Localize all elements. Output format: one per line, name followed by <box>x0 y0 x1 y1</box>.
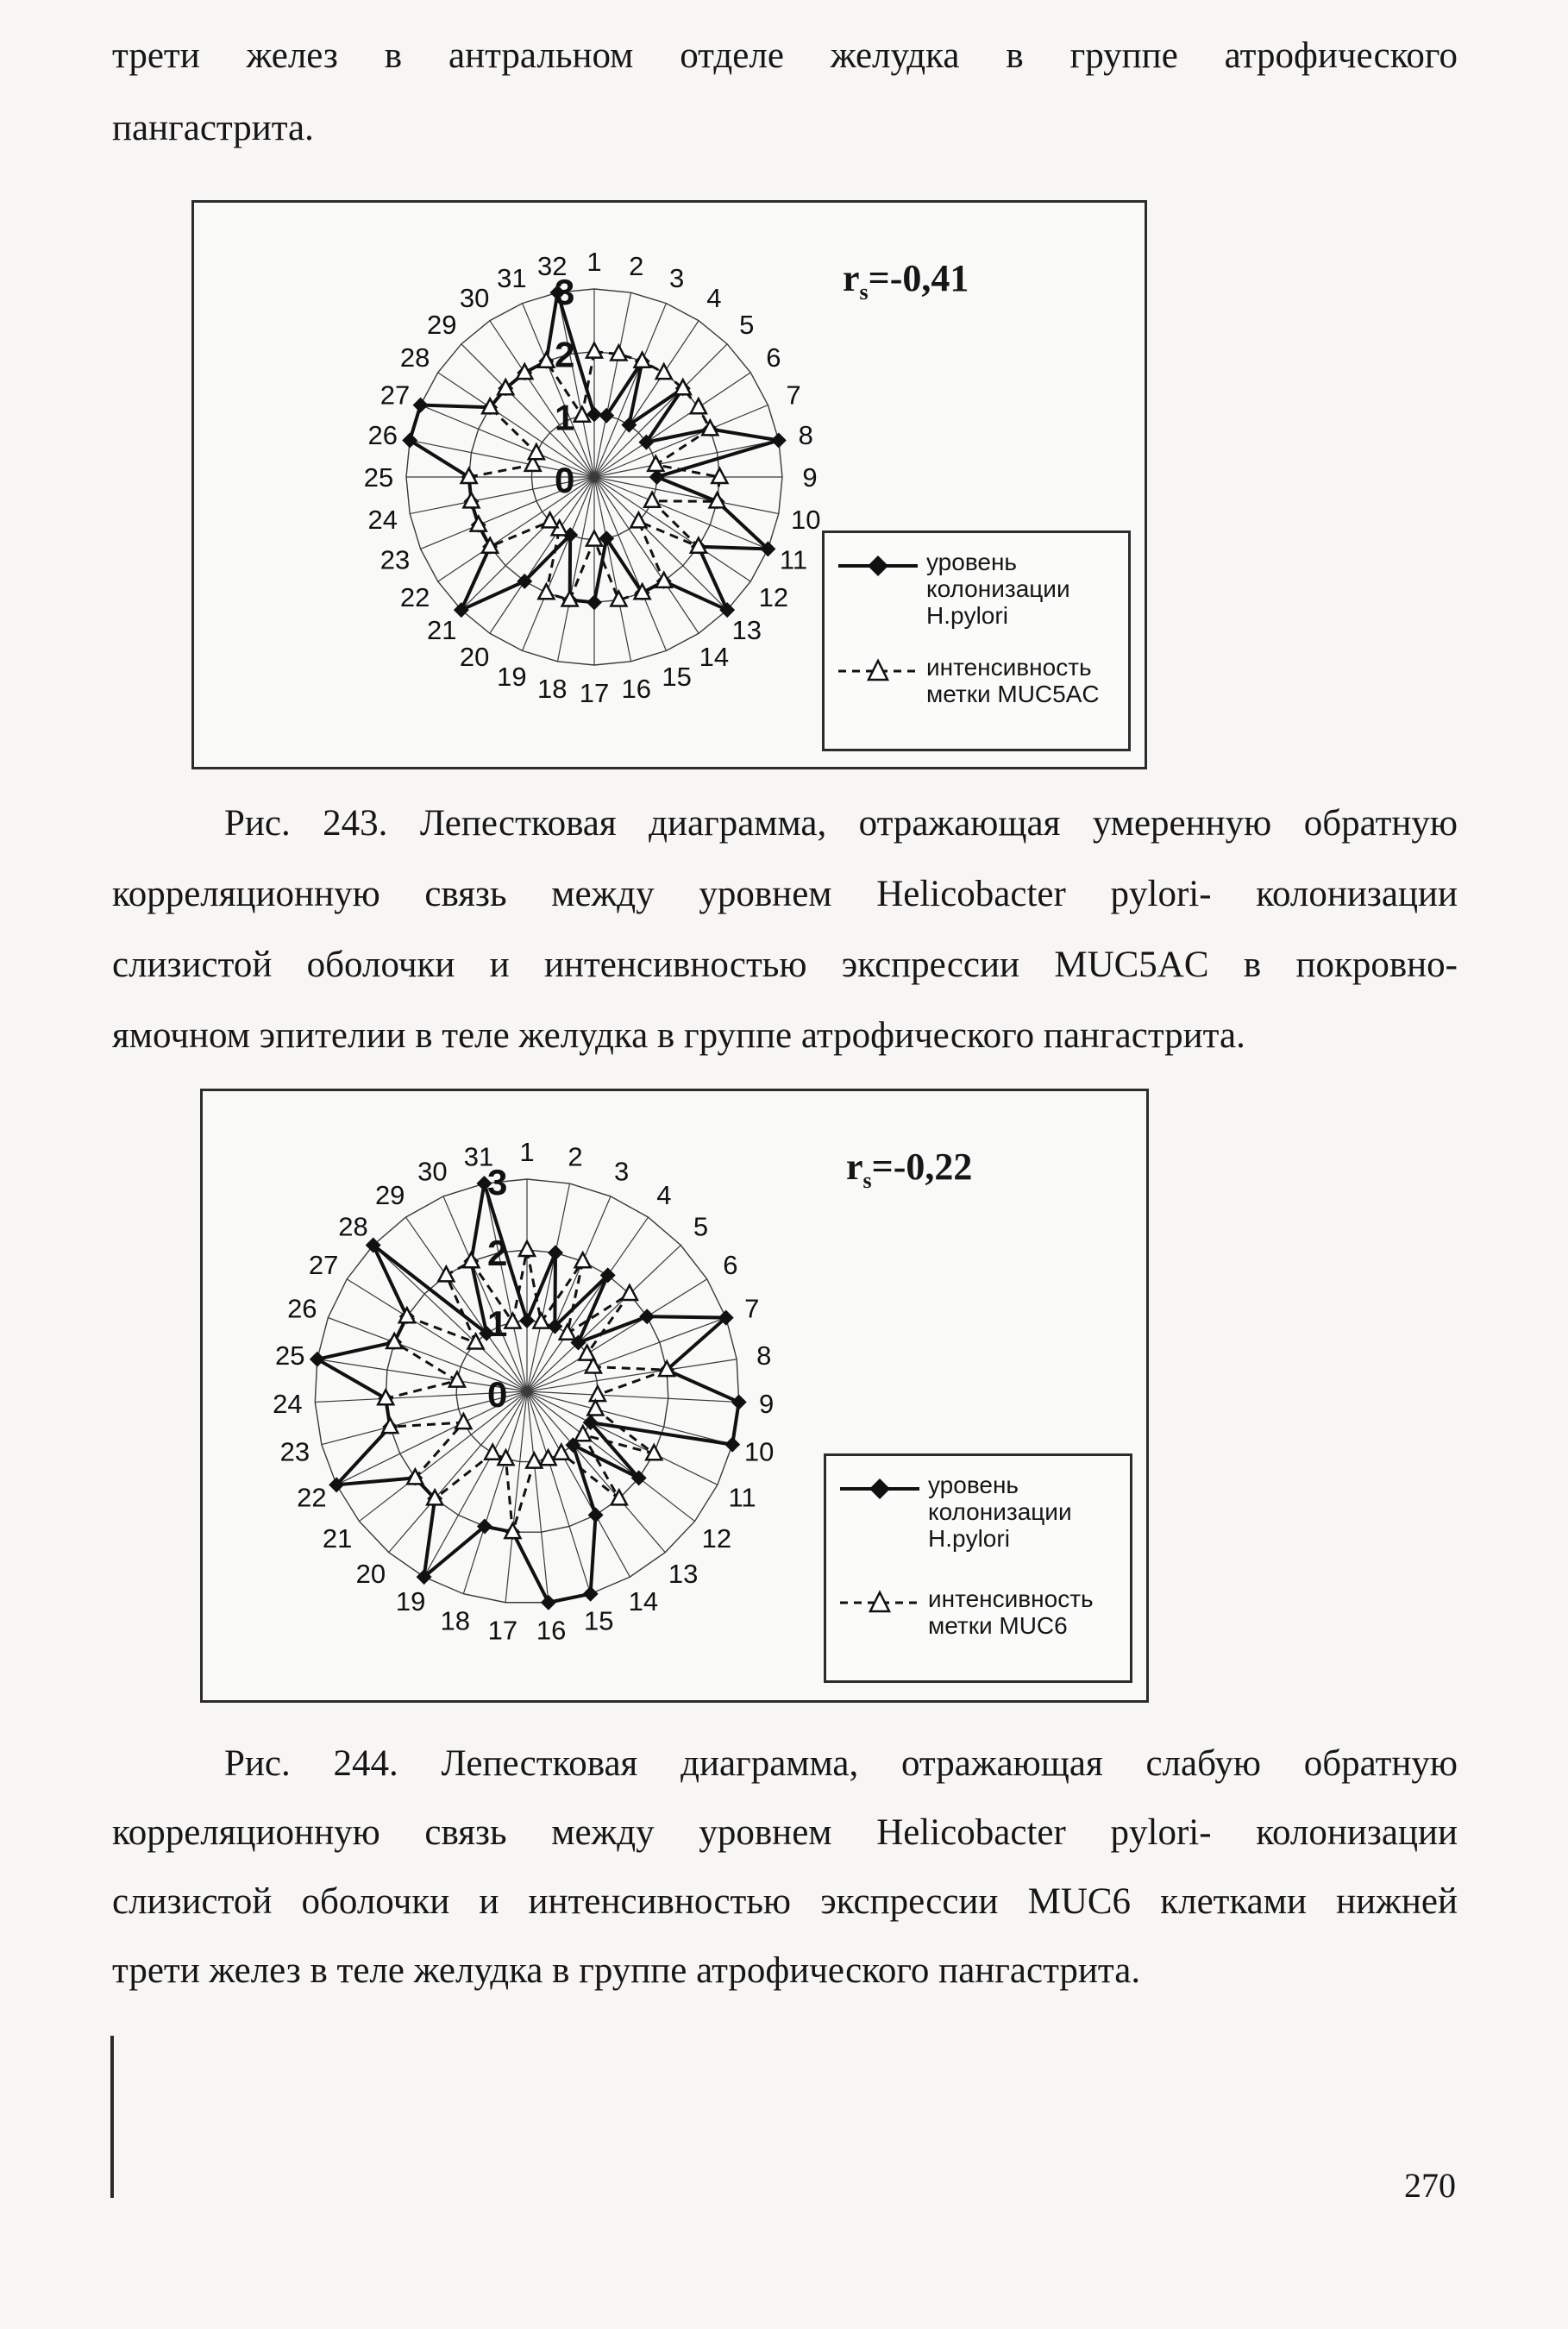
category-label: 23 <box>279 1436 310 1467</box>
legend-label-muc5ac: интенсивность метки MUC5AC <box>926 654 1100 707</box>
data-point-diamond <box>771 432 787 448</box>
data-point-triangle <box>538 584 554 599</box>
figure-243-caption-line-3: слизистой оболочки и интенсивностью экспрессии MUC5AC в покровно- <box>112 945 1458 985</box>
chart-legend <box>824 1453 1132 1683</box>
category-label: 6 <box>766 342 781 374</box>
category-label: 6 <box>723 1249 738 1280</box>
data-point-triangle <box>455 1414 471 1428</box>
data-point-triangle <box>656 364 672 379</box>
category-label: 14 <box>699 641 730 672</box>
radial-tick-label: 1 <box>555 397 575 438</box>
legend-label-muc6: интенсивность метки MUC6 <box>928 1585 1094 1639</box>
category-label: 15 <box>583 1605 614 1636</box>
dashed-triangle-line-icon <box>837 1585 923 1620</box>
figure-244-caption-line-2: корреляционную связь между уровнем Helicobacter pylori- колонизации <box>112 1812 1458 1853</box>
category-label: 7 <box>744 1293 760 1324</box>
category-label: 30 <box>417 1156 448 1187</box>
category-label: 13 <box>731 614 762 645</box>
category-label: 14 <box>628 1586 659 1617</box>
page-edge-line <box>110 2036 114 2198</box>
figure-244-caption-line-1: Рис. 244. Лепестковая диаграмма, отражающая слабую обратную <box>224 1743 1458 1784</box>
legend-item-muc6 <box>837 1585 1123 1646</box>
radar-spoke <box>594 344 727 477</box>
radar-spoke <box>594 405 768 477</box>
radar-spoke <box>527 1391 549 1603</box>
category-label: 27 <box>308 1249 339 1280</box>
data-point-diamond <box>402 432 417 448</box>
legend-label-colonization: уровень колонизации H.pylori <box>928 1472 1072 1552</box>
category-label: 25 <box>363 462 394 493</box>
category-label: 25 <box>274 1340 305 1371</box>
category-label: 2 <box>629 250 644 281</box>
category-label: 12 <box>701 1523 732 1554</box>
data-point-triangle <box>622 1285 637 1300</box>
top-text-line-2: пангастрита. <box>112 108 314 148</box>
radar-spoke <box>443 1196 527 1391</box>
category-label: 3 <box>669 263 685 294</box>
category-label: 1 <box>586 247 602 277</box>
category-label: 10 <box>743 1436 775 1467</box>
category-label: 26 <box>287 1293 317 1324</box>
category-label: 4 <box>706 283 722 314</box>
category-label: 24 <box>273 1389 303 1420</box>
category-label: 4 <box>656 1179 672 1210</box>
category-label: 1 <box>519 1137 535 1167</box>
radial-tick-label: 0 <box>555 460 575 500</box>
radar-spoke <box>523 477 594 650</box>
category-label: 29 <box>374 1179 405 1210</box>
category-label: 5 <box>693 1211 709 1242</box>
legend-item-colonization <box>835 549 1121 629</box>
category-label: 19 <box>497 661 527 692</box>
data-point-diamond <box>583 1586 599 1602</box>
data-point-triangle <box>575 1426 591 1441</box>
category-label: 31 <box>463 1141 494 1172</box>
radar-chart-figure-243 <box>191 200 1147 769</box>
category-label: 26 <box>367 420 398 451</box>
category-label: 2 <box>568 1141 583 1172</box>
solid-diamond-line-icon <box>835 549 921 583</box>
radial-tick-label: 2 <box>555 334 575 375</box>
legend-label-colonization: уровень колонизации H.pylori <box>926 549 1070 629</box>
radar-chart-figure-244 <box>200 1089 1149 1703</box>
category-label: 16 <box>621 674 652 705</box>
category-label: 28 <box>338 1211 368 1242</box>
category-label: 20 <box>355 1558 386 1589</box>
category-label: 19 <box>395 1586 426 1617</box>
data-point-diamond <box>310 1352 325 1367</box>
figure-244-caption-line-3: слизистой оболочки и интенсивностью экспрессии MUC6 клетками нижней <box>112 1881 1458 1922</box>
category-label: 8 <box>798 420 813 451</box>
solid-diamond-line-icon <box>837 1472 923 1506</box>
figure-244-caption-line-4: трети желез в теле желудка в группе атрофического пангастрита. <box>112 1950 1141 1991</box>
correlation-coefficient: $r_s=-0,22$ <box>846 1146 973 1193</box>
radar-spoke <box>527 1391 739 1402</box>
category-label: 5 <box>739 310 755 341</box>
category-label: 24 <box>367 504 398 535</box>
legend-item-colonization <box>837 1472 1123 1558</box>
category-label: 28 <box>399 342 430 374</box>
radial-tick-label: 2 <box>487 1233 508 1273</box>
figure-243-caption-line-1: Рис. 243. Лепестковая диаграмма, отражающая умеренную обратную <box>224 803 1458 844</box>
data-point-diamond <box>519 1313 535 1328</box>
category-label: 23 <box>379 544 411 575</box>
category-label: 13 <box>668 1558 699 1589</box>
data-point-diamond <box>588 1507 604 1522</box>
top-text-line-1: трети желез в антральном отделе желудка в группе атрофического <box>112 35 1458 76</box>
category-label: 16 <box>536 1615 567 1646</box>
legend-item-muc5ac <box>835 654 1121 714</box>
data-point-triangle <box>485 1445 500 1460</box>
category-label: 27 <box>379 380 411 411</box>
data-point-diamond <box>586 594 602 610</box>
category-label: 17 <box>579 678 610 708</box>
page-number: 270 <box>1404 2166 1456 2205</box>
data-point-triangle <box>529 444 544 459</box>
category-label: 7 <box>786 380 801 411</box>
radial-tick-label: 0 <box>487 1374 508 1415</box>
figure-243-caption-line-4: ямочном эпителии в теле желудка в группе атрофического пангастрита. <box>112 1015 1245 1056</box>
category-label: 15 <box>662 661 692 692</box>
dashed-triangle-line-icon <box>835 654 921 688</box>
category-label: 3 <box>614 1156 630 1187</box>
figure-243-caption-line-2: корреляционную связь между уровнем Helicobacter pylori- колонизации <box>112 874 1458 914</box>
data-point-diamond <box>541 1595 556 1610</box>
radial-tick-label: 3 <box>555 272 575 312</box>
category-label: 21 <box>322 1523 353 1554</box>
radial-tick-label: 3 <box>487 1162 508 1202</box>
radar-spoke <box>424 1391 527 1577</box>
radar-spoke <box>463 1391 527 1594</box>
data-point-triangle <box>586 343 602 358</box>
category-label: 10 <box>790 504 821 535</box>
category-label: 22 <box>399 581 430 612</box>
category-label: 8 <box>756 1340 772 1371</box>
category-label: 11 <box>779 544 808 575</box>
radar-spoke <box>527 1391 591 1594</box>
category-label: 18 <box>440 1605 471 1636</box>
radial-tick-label: 1 <box>487 1303 508 1344</box>
category-label: 9 <box>759 1389 775 1420</box>
category-label: 9 <box>802 462 818 493</box>
data-point-triangle <box>554 1445 569 1460</box>
data-point-triangle <box>519 1241 535 1256</box>
category-label: 17 <box>487 1615 518 1646</box>
data-point-diamond <box>731 1394 747 1409</box>
radar-spoke <box>527 1391 630 1577</box>
category-label: 32 <box>536 250 568 281</box>
data-point-diamond <box>639 1309 655 1324</box>
data-point-diamond <box>724 1437 740 1453</box>
data-point-triangle <box>468 1334 484 1349</box>
data-point-triangle <box>438 1266 454 1281</box>
category-label: 21 <box>426 614 457 645</box>
category-label: 30 <box>459 283 490 314</box>
data-point-diamond <box>413 398 429 413</box>
data-point-triangle <box>590 1386 605 1401</box>
radar-spoke <box>594 304 666 477</box>
category-label: 12 <box>758 581 789 612</box>
category-label: 31 <box>497 263 527 294</box>
data-point-diamond <box>548 1245 563 1260</box>
correlation-coefficient: $r_s=-0,41$ <box>843 257 969 304</box>
chart-legend <box>822 530 1131 751</box>
data-point-triangle <box>644 493 660 507</box>
category-label: 18 <box>536 674 568 705</box>
category-label: 20 <box>459 641 490 672</box>
category-label: 11 <box>728 1482 756 1513</box>
category-label: 22 <box>297 1482 327 1513</box>
category-label: 29 <box>426 310 457 341</box>
